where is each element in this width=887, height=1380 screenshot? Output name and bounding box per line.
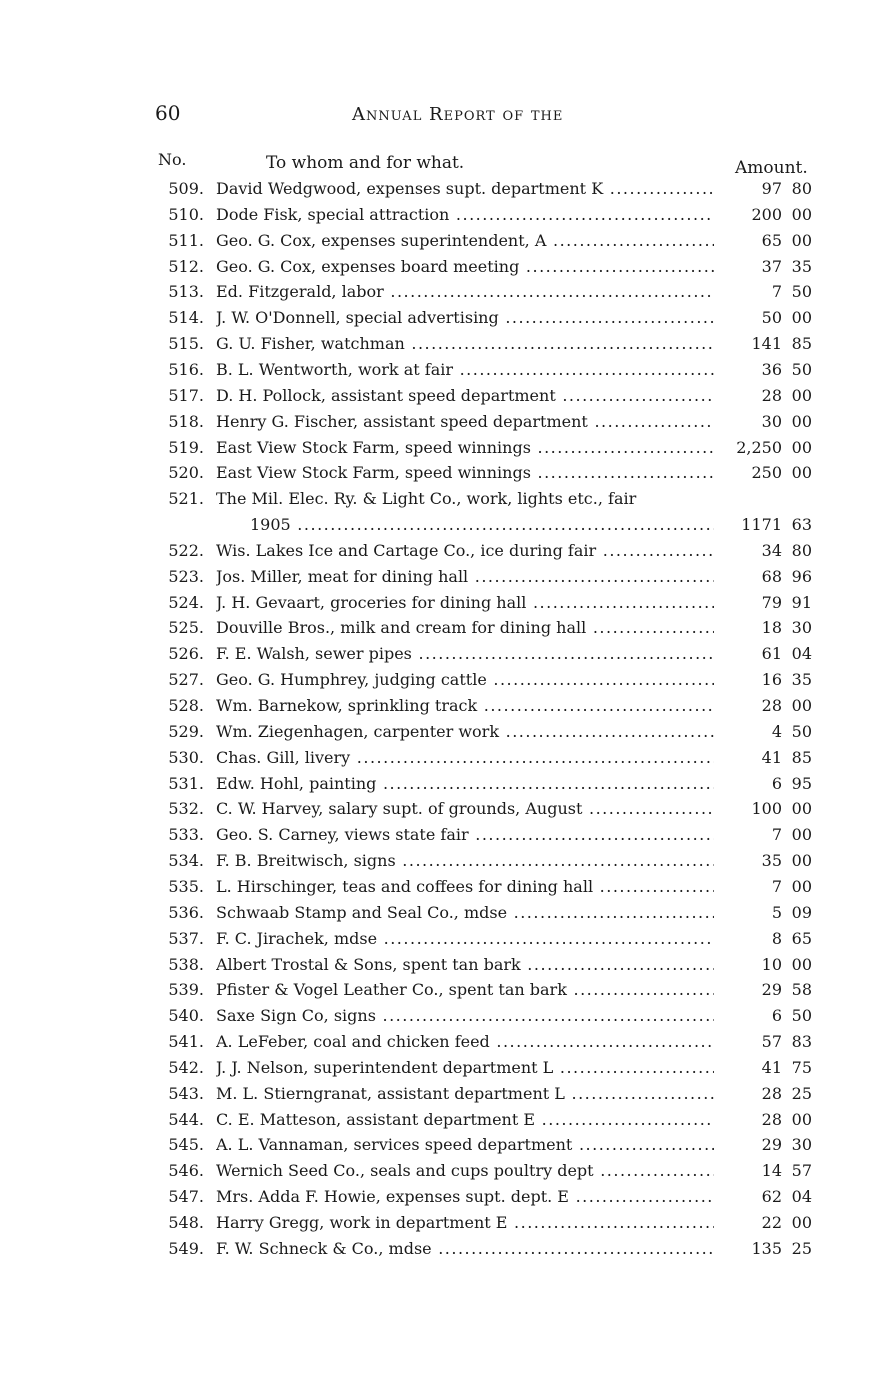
amount-dollars: 28	[761, 385, 782, 405]
entry-number: 531.	[168, 773, 204, 793]
table-row	[0, 489, 887, 513]
entry-description: The Mil. Elec. Ry. & Light Co., work, lights etc., fair	[216, 489, 637, 509]
column-header-no: No.	[158, 150, 187, 169]
entry-description: Douville Bros., milk and cream for dining hall .....	[216, 618, 714, 637]
amount-dollars: 7	[771, 825, 782, 845]
table-row	[0, 1058, 887, 1082]
amount-dollars: 10	[761, 954, 782, 974]
amount-cents: 75	[791, 1057, 812, 1077]
table-row	[0, 748, 887, 772]
amount-dollars: 5	[771, 902, 782, 922]
amount-cents: 35	[791, 256, 812, 276]
amount-dollars: 7	[771, 876, 782, 896]
table-row	[0, 567, 887, 591]
amount-dollars: 22	[761, 1213, 782, 1232]
column-header-amount: Amount.	[735, 158, 808, 178]
entry-description: Geo. G. Humphrey, judging cattle .....	[216, 670, 714, 689]
entry-number: 545.	[168, 1135, 204, 1155]
table-row	[0, 877, 887, 901]
entry-number: 548.	[168, 1213, 204, 1232]
amount-cents: 04	[791, 1187, 812, 1207]
entry-number: 541.	[168, 1032, 204, 1052]
entry-description: Chas. Gill, livery .....	[216, 748, 714, 767]
entry-description: Saxe Sign Co, signs .....	[216, 1006, 714, 1025]
amount-dollars: 29	[761, 980, 782, 1000]
entry-number: 530.	[168, 747, 204, 767]
amount-dollars: 14	[761, 1161, 782, 1181]
table-row	[0, 257, 887, 281]
entry-number: 532.	[168, 799, 204, 819]
entry-number: 527.	[168, 670, 204, 690]
entry-description: Mrs. Adda F. Howie, expenses supt. dept. E .....	[216, 1187, 714, 1206]
amount-cents: 58	[791, 980, 812, 1000]
entry-description: Harry Gregg, work in department E .....	[216, 1213, 714, 1232]
entry-description: Geo. S. Carney, views state fair .....	[216, 825, 714, 844]
amount-cents: 00	[791, 437, 812, 457]
amount-cents: 00	[791, 799, 812, 819]
table-row	[0, 386, 887, 410]
amount-cents: 25	[791, 1083, 812, 1103]
entry-number: 516.	[168, 359, 204, 379]
entry-number: 544.	[168, 1109, 204, 1129]
entry-description: 1905 .....	[250, 515, 714, 534]
amount-cents: 96	[791, 566, 812, 586]
amount-dollars: 6	[771, 1006, 782, 1026]
amount-dollars: 28	[761, 1109, 782, 1129]
table-row	[0, 1110, 887, 1134]
entry-number: 542.	[168, 1057, 204, 1077]
entry-description: L. Hirschinger, teas and coffees for dining hall .....	[216, 877, 714, 896]
amount-cents: 00	[791, 308, 812, 328]
amount-dollars: 50	[761, 308, 782, 328]
entry-number: 546.	[168, 1161, 204, 1181]
entry-number: 524.	[168, 592, 204, 612]
table-row	[0, 438, 887, 462]
amount-dollars: 41	[761, 1057, 782, 1077]
entry-number: 526.	[168, 644, 204, 664]
table-row	[0, 360, 887, 384]
amount-dollars: 18	[761, 618, 782, 638]
table-row	[0, 1135, 887, 1159]
entry-description: Wm. Barnekow, sprinkling track .....	[216, 696, 714, 715]
table-row	[0, 980, 887, 1004]
entry-number: 512.	[168, 256, 204, 276]
amount-cents: 85	[791, 747, 812, 767]
entry-description: G. U. Fisher, watchman .....	[216, 334, 714, 353]
amount-cents: 00	[791, 463, 812, 483]
entry-number: 525.	[168, 618, 204, 638]
entry-description: C. E. Matteson, assistant department E .....	[216, 1110, 714, 1129]
entry-number: 528.	[168, 696, 204, 715]
entry-description: East View Stock Farm, speed winnings .....	[216, 463, 714, 482]
amount-cents: 35	[791, 670, 812, 690]
amount-dollars: 200	[751, 204, 782, 224]
entry-number: 543.	[168, 1083, 204, 1103]
amount-dollars: 4	[771, 721, 782, 741]
amount-dollars: 37	[761, 256, 782, 276]
table-row	[0, 1213, 887, 1237]
table-row	[0, 851, 887, 875]
running-head: Annual Report of the	[352, 104, 564, 125]
entry-description: Wis. Lakes Ice and Cartage Co., ice during fair .....	[216, 541, 714, 560]
table-row	[0, 644, 887, 668]
entry-description: J. H. Gevaart, groceries for dining hall .....	[216, 593, 714, 612]
entry-description: Dode Fisk, special attraction .....	[216, 205, 714, 224]
table-row	[0, 1006, 887, 1030]
amount-cents: 65	[791, 928, 812, 948]
amount-dollars: 8	[771, 928, 782, 948]
table-row	[0, 541, 887, 565]
entry-number: 529.	[168, 721, 204, 741]
entry-number: 514.	[168, 308, 204, 328]
amount-cents: 95	[791, 773, 812, 793]
entry-number: 518.	[168, 411, 204, 431]
entry-description: F. B. Breitwisch, signs .....	[216, 851, 714, 870]
entry-description: Albert Trostal & Sons, spent tan bark .....	[216, 955, 714, 974]
amount-cents: 30	[791, 618, 812, 638]
table-row	[0, 929, 887, 953]
entry-description: East View Stock Farm, speed winnings .....	[216, 438, 714, 457]
entry-description: Pfister & Vogel Leather Co., spent tan bark .....	[216, 980, 714, 999]
entry-description: D. H. Pollock, assistant speed department .....	[216, 386, 714, 405]
table-row	[0, 799, 887, 823]
entry-description: Wernich Seed Co., seals and cups poultry dept .....	[216, 1161, 714, 1180]
entry-description: F. C. Jirachek, mdse .....	[216, 929, 714, 948]
amount-dollars: 141	[751, 334, 782, 354]
amount-dollars: 68	[761, 566, 782, 586]
table-row	[0, 515, 887, 539]
amount-dollars: 100	[751, 799, 782, 819]
amount-dollars: 65	[761, 230, 782, 250]
entry-number: 547.	[168, 1187, 204, 1207]
amount-cents: 30	[791, 1135, 812, 1155]
entry-description: J. J. Nelson, superintendent department L .....	[216, 1058, 714, 1077]
table-row	[0, 231, 887, 255]
amount-dollars: 2,250	[736, 437, 782, 457]
amount-dollars: 36	[761, 359, 782, 379]
entry-description: Henry G. Fischer, assistant speed department .....	[216, 412, 714, 431]
entry-description: Schwaab Stamp and Seal Co., mdse .....	[216, 903, 714, 922]
entry-number: 510.	[168, 204, 204, 224]
amount-cents: 57	[791, 1161, 812, 1181]
entry-description: Jos. Miller, meat for dining hall .....	[216, 567, 714, 586]
entry-description: A. LeFeber, coal and chicken feed .....	[216, 1032, 714, 1051]
table-row	[0, 1084, 887, 1108]
entry-number: 520.	[168, 463, 204, 483]
table-row	[0, 1161, 887, 1185]
table-row	[0, 670, 887, 694]
amount-dollars: 34	[761, 540, 782, 560]
amount-dollars: 16	[761, 670, 782, 690]
entry-number: 515.	[168, 334, 204, 354]
table-row	[0, 1032, 887, 1056]
entry-description: Geo. G. Cox, expenses superintendent, A .....	[216, 231, 714, 250]
table-row	[0, 1239, 887, 1263]
table-row	[0, 308, 887, 332]
amount-dollars: 7	[771, 282, 782, 302]
entry-number: 538.	[168, 954, 204, 974]
table-row	[0, 179, 887, 203]
amount-cents: 85	[791, 334, 812, 354]
amount-dollars: 135	[751, 1238, 782, 1258]
table-row	[0, 696, 887, 720]
amount-dollars: 61	[761, 644, 782, 664]
amount-cents: 00	[791, 385, 812, 405]
amount-cents: 50	[791, 721, 812, 741]
amount-dollars: 57	[761, 1032, 782, 1052]
amount-cents: 04	[791, 644, 812, 664]
amount-cents: 00	[791, 954, 812, 974]
entry-number: 509.	[168, 179, 204, 198]
table-row	[0, 334, 887, 358]
page-number: 60	[155, 101, 181, 125]
entry-number: 534.	[168, 851, 204, 871]
entry-description: Edw. Hohl, painting .....	[216, 774, 714, 793]
entry-number: 537.	[168, 928, 204, 948]
entry-number: 535.	[168, 876, 204, 896]
amount-cents: 83	[791, 1032, 812, 1052]
table-row	[0, 774, 887, 798]
amount-cents: 63	[791, 515, 812, 535]
amount-cents: 00	[791, 1213, 812, 1232]
amount-cents: 00	[791, 204, 812, 224]
amount-dollars: 250	[751, 463, 782, 483]
entry-description: C. W. Harvey, salary supt. of grounds, August .....	[216, 799, 714, 818]
entry-number: 521.	[168, 489, 204, 509]
entry-description: J. W. O'Donnell, special advertising .....	[216, 308, 714, 327]
amount-dollars: 1171	[741, 515, 782, 535]
amount-dollars: 28	[761, 1083, 782, 1103]
entry-description: M. L. Stierngranat, assistant department L .....	[216, 1084, 714, 1103]
entry-number: 540.	[168, 1006, 204, 1026]
amount-cents: 50	[791, 282, 812, 302]
amount-dollars: 29	[761, 1135, 782, 1155]
amount-cents: 25	[791, 1238, 812, 1258]
amount-cents: 00	[791, 411, 812, 431]
table-row	[0, 463, 887, 487]
entry-description: Wm. Ziegenhagen, carpenter work .....	[216, 722, 714, 741]
amount-dollars: 28	[761, 696, 782, 715]
entry-description: F. E. Walsh, sewer pipes .....	[216, 644, 714, 663]
amount-cents: 09	[791, 902, 812, 922]
amount-cents: 00	[791, 230, 812, 250]
amount-cents: 00	[791, 876, 812, 896]
amount-dollars: 62	[761, 1187, 782, 1207]
amount-dollars: 35	[761, 851, 782, 871]
entry-description: F. W. Schneck & Co., mdse .....	[216, 1239, 714, 1258]
table-row	[0, 1187, 887, 1211]
amount-dollars: 6	[771, 773, 782, 793]
amount-dollars: 30	[761, 411, 782, 431]
amount-cents: 00	[791, 851, 812, 871]
entry-description: Geo. G. Cox, expenses board meeting .....	[216, 257, 714, 276]
amount-cents: 00	[791, 825, 812, 845]
entry-description: B. L. Wentworth, work at fair .....	[216, 360, 714, 379]
amount-cents: 50	[791, 359, 812, 379]
entry-description: A. L. Vannaman, services speed department .....	[216, 1135, 714, 1154]
entry-number: 519.	[168, 437, 204, 457]
entry-number: 539.	[168, 980, 204, 1000]
amount-dollars: 97	[761, 179, 782, 198]
table-row	[0, 903, 887, 927]
column-header-description: To whom and for what.	[266, 153, 465, 173]
entry-number: 513.	[168, 282, 204, 302]
entry-description: Ed. Fitzgerald, labor .....	[216, 282, 714, 301]
entry-number: 517.	[168, 385, 204, 405]
amount-cents: 00	[791, 696, 812, 715]
entry-number: 522.	[168, 540, 204, 560]
entry-number: 511.	[168, 230, 204, 250]
entry-number: 533.	[168, 825, 204, 845]
amount-cents: 91	[791, 592, 812, 612]
entry-number: 549.	[168, 1238, 204, 1258]
amount-cents: 80	[791, 540, 812, 560]
table-row	[0, 593, 887, 617]
table-row	[0, 825, 887, 849]
table-row	[0, 205, 887, 229]
amount-cents: 00	[791, 1109, 812, 1129]
amount-dollars: 79	[761, 592, 782, 612]
entry-number: 523.	[168, 566, 204, 586]
table-row	[0, 722, 887, 746]
amount-cents: 80	[791, 179, 812, 198]
table-row	[0, 618, 887, 642]
entry-description: David Wedgwood, expenses supt. department K .....	[216, 179, 714, 198]
amount-cents: 50	[791, 1006, 812, 1026]
table-row	[0, 955, 887, 979]
entry-number: 536.	[168, 902, 204, 922]
table-row	[0, 282, 887, 306]
amount-dollars: 41	[761, 747, 782, 767]
table-row	[0, 412, 887, 436]
